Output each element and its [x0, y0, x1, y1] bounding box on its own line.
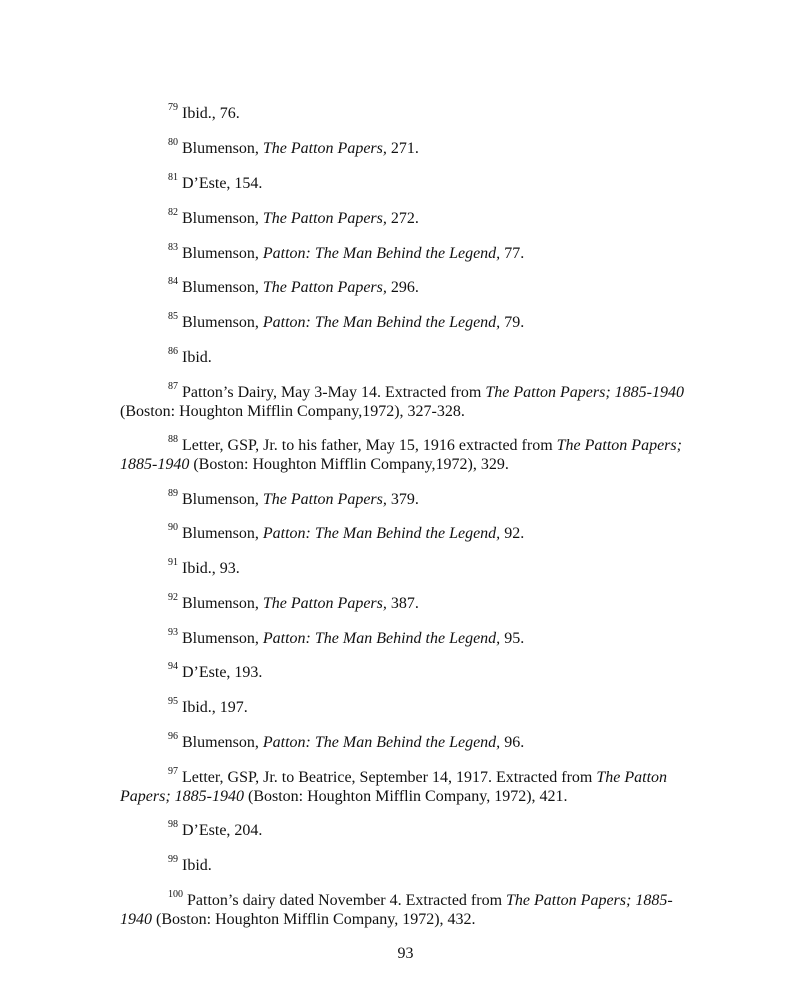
footnote — [120, 556, 685, 578]
footnote — [120, 591, 685, 613]
footnote-number: 95 — [168, 695, 178, 707]
footnote-number: 91 — [168, 556, 178, 568]
footnote-number: 87 — [168, 380, 178, 392]
footnote-number: 86 — [168, 345, 178, 357]
footnote-number: 98 — [168, 818, 178, 830]
footnote — [120, 487, 685, 509]
footnote-title: Patton: The Man Behind the Legend, — [262, 314, 501, 331]
footnote-text: D’Este, 204. — [182, 822, 263, 839]
footnote — [120, 136, 685, 158]
footnote-title: The Patton Papers, — [262, 279, 387, 296]
footnote-text-end: 77. — [500, 245, 525, 262]
footnote-text: Blumenson, — [182, 491, 263, 508]
footnote-number: 80 — [168, 136, 178, 148]
footnote — [120, 730, 685, 752]
footnote-text: Ibid., 93. — [182, 560, 240, 577]
footnote — [120, 433, 685, 474]
footnote — [120, 818, 685, 840]
footnote — [120, 241, 685, 263]
footnote-title: The Patton Papers, — [262, 140, 387, 157]
footnote-number: 92 — [168, 591, 178, 603]
footnote-number: 82 — [168, 206, 178, 218]
footnote-text-end: 272. — [386, 210, 419, 227]
footnote — [120, 888, 685, 929]
footnote-text: Blumenson, — [182, 525, 263, 542]
footnote — [120, 765, 685, 806]
footnote-text: Ibid., 76. — [182, 105, 240, 122]
footnote-text: Blumenson, — [182, 595, 263, 612]
footnote-title: The Patton Papers; 1885-1940 — [120, 437, 682, 473]
footnote — [120, 626, 685, 648]
footnote-title: The Patton Papers; 1885-1940 — [120, 892, 673, 928]
page-number: 93 — [397, 945, 414, 962]
footnote — [120, 521, 685, 543]
footnote-title: The Patton Papers; 1885-1940 — [485, 384, 684, 401]
footnote-text-end: (Boston: Houghton Mifflin Company, 1972), 432. — [152, 911, 476, 928]
footnote-number: 88 — [168, 433, 178, 445]
footnote-text-end: (Boston: Houghton Mifflin Company,1972), 329. — [189, 456, 509, 473]
footnote-text: Ibid. — [182, 857, 212, 874]
footnote-text: Blumenson, — [182, 279, 263, 296]
footnote-number: 84 — [168, 275, 178, 287]
footnote-text-end: 92. — [500, 525, 525, 542]
footnote-number: 93 — [168, 626, 178, 638]
footnote-text-end: 271. — [386, 140, 419, 157]
footnote — [120, 695, 685, 717]
footnote-title: The Patton Papers, — [262, 491, 387, 508]
footnote-text-end: (Boston: Houghton Mifflin Company,1972), 327-328. — [120, 403, 465, 420]
footnote-text-end: 96. — [500, 734, 525, 751]
footnote-text: Blumenson, — [182, 140, 263, 157]
footnote-text-end: 296. — [386, 279, 419, 296]
footnote-title: The Patton Papers; 1885-1940 — [120, 769, 668, 805]
footnote-title: The Patton Papers, — [262, 595, 387, 612]
footnote-number: 79 — [168, 101, 178, 113]
footnote-number: 99 — [168, 853, 178, 865]
footnote-text-end: 379. — [386, 491, 419, 508]
footnote — [120, 275, 685, 297]
footnote-text: Patton’s Dairy, May 3-May 14. Extracted from — [182, 384, 486, 401]
footnote — [120, 101, 685, 123]
footnote-number: 96 — [168, 730, 178, 742]
footnote-text: Blumenson, — [182, 734, 263, 751]
footnote-text: Blumenson, — [182, 630, 263, 647]
footnote — [120, 380, 685, 421]
footnote-text-end: (Boston: Houghton Mifflin Company, 1972), 421. — [243, 788, 568, 805]
footnote-title: Patton: The Man Behind the Legend, — [262, 630, 501, 647]
footnote-number: 81 — [168, 171, 178, 183]
footnote-text-end: 387. — [386, 595, 419, 612]
footnote-number: 83 — [168, 241, 178, 253]
footnote — [120, 853, 685, 875]
footnote-number: 85 — [168, 310, 178, 322]
footnote-number: 90 — [168, 521, 178, 533]
footnote-number: 89 — [168, 487, 178, 499]
footnote — [120, 206, 685, 228]
footnote-text: Patton’s dairy dated November 4. Extracted from — [187, 892, 507, 909]
footnote — [120, 310, 685, 332]
footnote-title: Patton: The Man Behind the Legend, — [262, 525, 501, 542]
footnote-text: Blumenson, — [182, 245, 263, 262]
footnote-text: Ibid. — [182, 349, 212, 366]
footnote — [120, 660, 685, 682]
footnote-text: Letter, GSP, Jr. to Beatrice, September 14, 1917. Extracted from — [182, 769, 597, 786]
footnote-text: Blumenson, — [182, 314, 263, 331]
footnote-text-end: 95. — [500, 630, 525, 647]
footnote-number: 97 — [168, 765, 178, 777]
footnote-text: Ibid., 197. — [182, 699, 248, 716]
footnote-title: Patton: The Man Behind the Legend, — [262, 734, 501, 751]
footnote-text: Letter, GSP, Jr. to his father, May 15, 1916 extracted from — [182, 437, 557, 454]
footnote — [120, 171, 685, 193]
footnote — [120, 345, 685, 367]
footnote-title: The Patton Papers, — [262, 210, 387, 227]
footnote-text: Blumenson, — [182, 210, 263, 227]
footnote-number: 94 — [168, 660, 178, 672]
footnote-text: D’Este, 193. — [182, 664, 263, 681]
footnote-text-end: 79. — [500, 314, 525, 331]
footnote-title: Patton: The Man Behind the Legend, — [262, 245, 501, 262]
footnote-number: 100 — [168, 888, 183, 900]
footnote-text: D’Este, 154. — [182, 175, 263, 192]
